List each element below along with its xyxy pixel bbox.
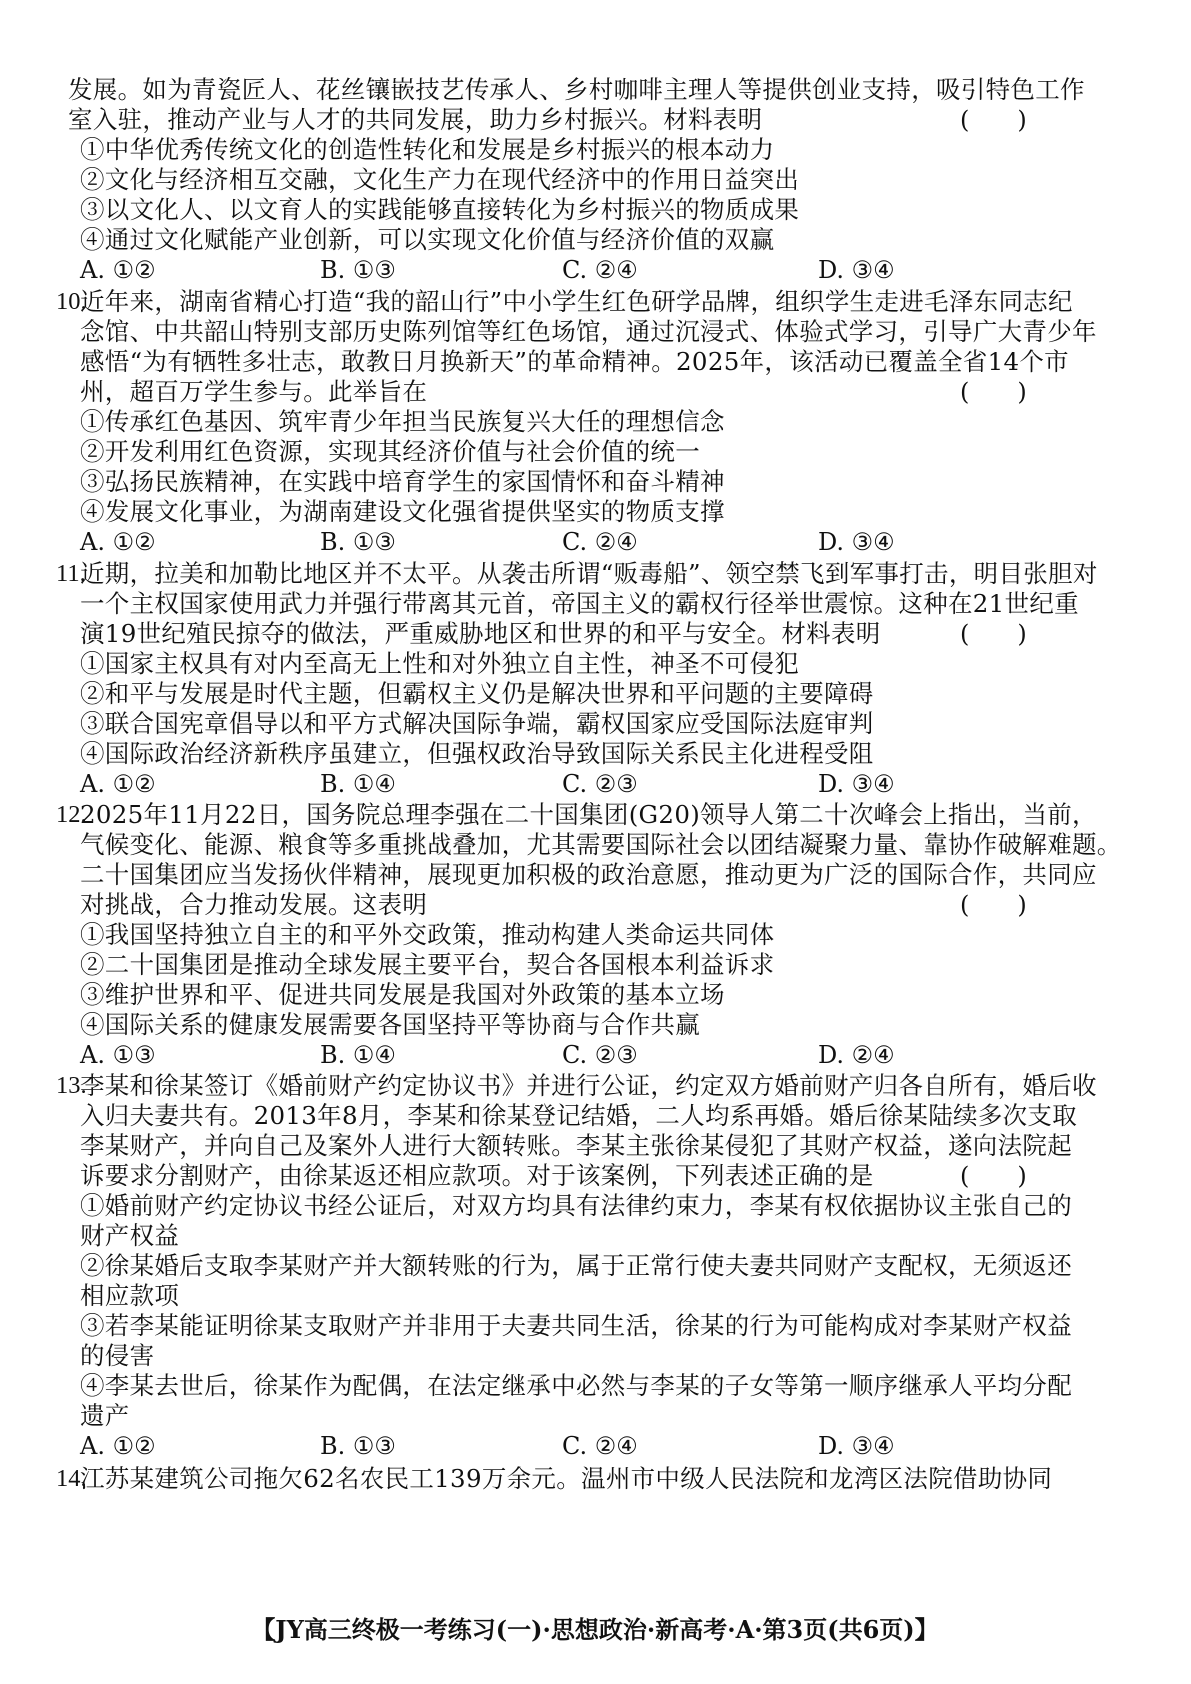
q13-statement-4-line-1: ④李某去世后，徐某作为配偶，在法定继承中必然与李某的子女等第一顺序继承人平均分配 <box>80 1371 1072 1400</box>
q12-option-c: C. ②③ <box>562 1041 638 1069</box>
q11-statement-3: ③联合国宪章倡导以和平方式解决国际争端，霸权国家应受国际法庭审判 <box>80 709 874 738</box>
q13-answer-bracket: ( ) <box>960 1162 1027 1190</box>
q11-text-line-2: 一个主权国家使用武力并强行带离其元首，帝国主义的霸权行径举世震惊。这种在21世纪重 <box>80 589 1079 618</box>
q10-option-d: D. ③④ <box>818 528 895 556</box>
q14-number: 14. <box>56 1465 87 1492</box>
q12-statement-3: ③维护世界和平、促进共同发展是我国对外政策的基本立场 <box>80 980 725 1009</box>
q12-answer-bracket: ( ) <box>960 891 1027 919</box>
q13-statement-2-line-2: 相应款项 <box>80 1281 180 1310</box>
q13-text-line-1: 李某和徐某签订《婚前财产约定协议书》并进行公证，约定双方婚前财产归各自所有，婚后收 <box>80 1071 1097 1100</box>
q10-number: 10. <box>56 288 87 315</box>
q12-statement-1: ①我国坚持独立自主的和平外交政策，推动构建人类命运共同体 <box>80 920 775 949</box>
q12-text-line-3: 二十国集团应当发扬伙伴精神，展现更加积极的政治意愿，推动更为广泛的国际合作，共同应 <box>80 860 1097 889</box>
q13-statement-3-line-2: 的侵害 <box>80 1341 155 1370</box>
q11-statement-4: ④国际政治经济新秩序虽建立，但强权政治导致国际关系民主化进程受阻 <box>80 739 874 768</box>
q9-statement-3: ③以文化人、以文育人的实践能够直接转化为乡村振兴的物质成果 <box>80 195 800 224</box>
q11-answer-bracket: ( ) <box>960 620 1027 648</box>
q12-option-b: B. ①④ <box>320 1041 396 1069</box>
q10-statement-2: ②开发利用红色资源，实现其经济价值与社会价值的统一 <box>80 437 700 466</box>
q11-statement-1: ①国家主权具有对内至高无上性和对外独立自主性，神圣不可侵犯 <box>80 649 800 678</box>
q12-statement-2: ②二十国集团是推动全球发展主要平台，契合各国根本利益诉求 <box>80 950 775 979</box>
q11-option-d: D. ③④ <box>818 770 895 798</box>
q10-text-line-3: 感悟“为有牺牲多壮志，敢教日月换新天”的革命精神。2025年，该活动已覆盖全省14个市 <box>80 347 1069 376</box>
q11-option-b: B. ①④ <box>320 770 396 798</box>
q11-option-c: C. ②③ <box>562 770 638 798</box>
q13-option-c: C. ②④ <box>562 1432 638 1460</box>
q9-option-b: B. ①③ <box>320 256 396 284</box>
q11-statement-2: ②和平与发展是时代主题，但霸权主义仍是解决世界和平问题的主要障碍 <box>80 679 874 708</box>
q9-statement-4: ④通过文化赋能产业创新，可以实现文化价值与经济价值的双赢 <box>80 225 775 254</box>
q13-option-d: D. ③④ <box>818 1432 895 1460</box>
q11-text-line-1: 近期，拉美和加勒比地区并不太平。从袭击所谓“贩毒船”、领空禁飞到军事打击，明目张胆对 <box>80 559 1098 588</box>
q11-option-a: A. ①② <box>80 770 156 798</box>
q9-text-line-2: 室入驻，推动产业与人才的共同发展，助力乡村振兴。材料表明 <box>68 105 763 134</box>
q12-option-d: D. ②④ <box>818 1041 895 1069</box>
q10-option-c: C. ②④ <box>562 528 638 556</box>
q9-answer-bracket: ( ) <box>960 106 1027 134</box>
q13-statement-1-line-1: ①婚前财产约定协议书经公证后，对双方均具有法律约束力，李某有权依据协议主张自己的 <box>80 1191 1072 1220</box>
q11-text-line-3: 演19世纪殖民掠夺的做法，严重威胁地区和世界的和平与安全。材料表明 <box>80 619 881 648</box>
q10-answer-bracket: ( ) <box>960 378 1027 406</box>
q9-statement-2: ②文化与经济相互交融，文化生产力在现代经济中的作用日益突出 <box>80 165 800 194</box>
q13-number: 13. <box>56 1072 87 1099</box>
q10-statement-1: ①传承红色基因、筑牢青少年担当民族复兴大任的理想信念 <box>80 407 725 436</box>
q10-statement-3: ③弘扬民族精神，在实践中培育学生的家国情怀和奋斗精神 <box>80 467 725 496</box>
q13-statement-1-line-2: 财产权益 <box>80 1221 180 1250</box>
q13-statement-3-line-1: ③若李某能证明徐某支取财产并非用于夫妻共同生活，徐某的行为可能构成对李某财产权益 <box>80 1311 1072 1340</box>
q14-text-line-1: 江苏某建筑公司拖欠62名农民工139万余元。温州市中级人民法院和龙湾区法院借助协同 <box>80 1464 1053 1493</box>
q11-number: 11. <box>56 560 86 587</box>
q12-statement-4: ④国际关系的健康发展需要各国坚持平等协商与合作共赢 <box>80 1010 700 1039</box>
q9-text-line-1: 发展。如为青瓷匠人、花丝镶嵌技艺传承人、乡村咖啡主理人等提供创业支持，吸引特色工作 <box>68 75 1085 104</box>
q12-text-line-1: 2025年11月22日，国务院总理李强在二十国集团(G20)领导人第二十次峰会上指出，当前， <box>80 800 1097 829</box>
q13-statement-4-line-2: 遗产 <box>80 1401 130 1430</box>
q10-text-line-2: 念馆、中共韶山特别支部历史陈列馆等红色场馆，通过沉浸式、体验式学习，引导广大青少年 <box>80 317 1097 346</box>
q10-text-line-4: 州，超百万学生参与。此举旨在 <box>80 377 428 406</box>
q9-option-c: C. ②④ <box>562 256 638 284</box>
q10-statement-4: ④发展文化事业，为湖南建设文化强省提供坚实的物质支撑 <box>80 497 725 526</box>
q9-option-a: A. ①② <box>80 256 156 284</box>
q10-option-b: B. ①③ <box>320 528 396 556</box>
q13-option-a: A. ①② <box>80 1432 156 1460</box>
q10-option-a: A. ①② <box>80 528 156 556</box>
q10-text-line-1: 近年来，湖南省精心打造“我的韶山行”中小学生红色研学品牌，组织学生走进毛泽东同志纪 <box>80 287 1073 316</box>
q13-text-line-4: 诉要求分割财产，由徐某返还相应款项。对于该案例，下列表述正确的是 <box>80 1161 874 1190</box>
q12-text-line-4: 对挑战，合力推动发展。这表明 <box>80 890 428 919</box>
q9-statement-1: ①中华优秀传统文化的创造性转化和发展是乡村振兴的根本动力 <box>80 135 775 164</box>
q13-text-line-3: 李某财产，并向自己及案外人进行大额转账。李某主张徐某侵犯了其财产权益，遂向法院起 <box>80 1131 1072 1160</box>
q12-number: 12. <box>56 801 87 828</box>
q12-option-a: A. ①③ <box>80 1041 156 1069</box>
q13-statement-2-line-1: ②徐某婚后支取李某财产并大额转账的行为，属于正常行使夫妻共同财产支配权，无须返还 <box>80 1251 1072 1280</box>
q12-text-line-2: 气候变化、能源、粮食等多重挑战叠加，尤其需要国际社会以团结凝聚力量、靠协作破解难题。 <box>80 830 1122 859</box>
q9-option-d: D. ③④ <box>818 256 895 284</box>
page-footer: 【JY高三终极一考练习(一)·思想政治·新高考·A·第3页(共6页)】 <box>251 1615 939 1644</box>
q13-option-b: B. ①③ <box>320 1432 396 1460</box>
q13-text-line-2: 入归夫妻共有。2013年8月，李某和徐某登记结婚，二人均系再婚。婚后徐某陆续多次支取 <box>80 1101 1078 1130</box>
